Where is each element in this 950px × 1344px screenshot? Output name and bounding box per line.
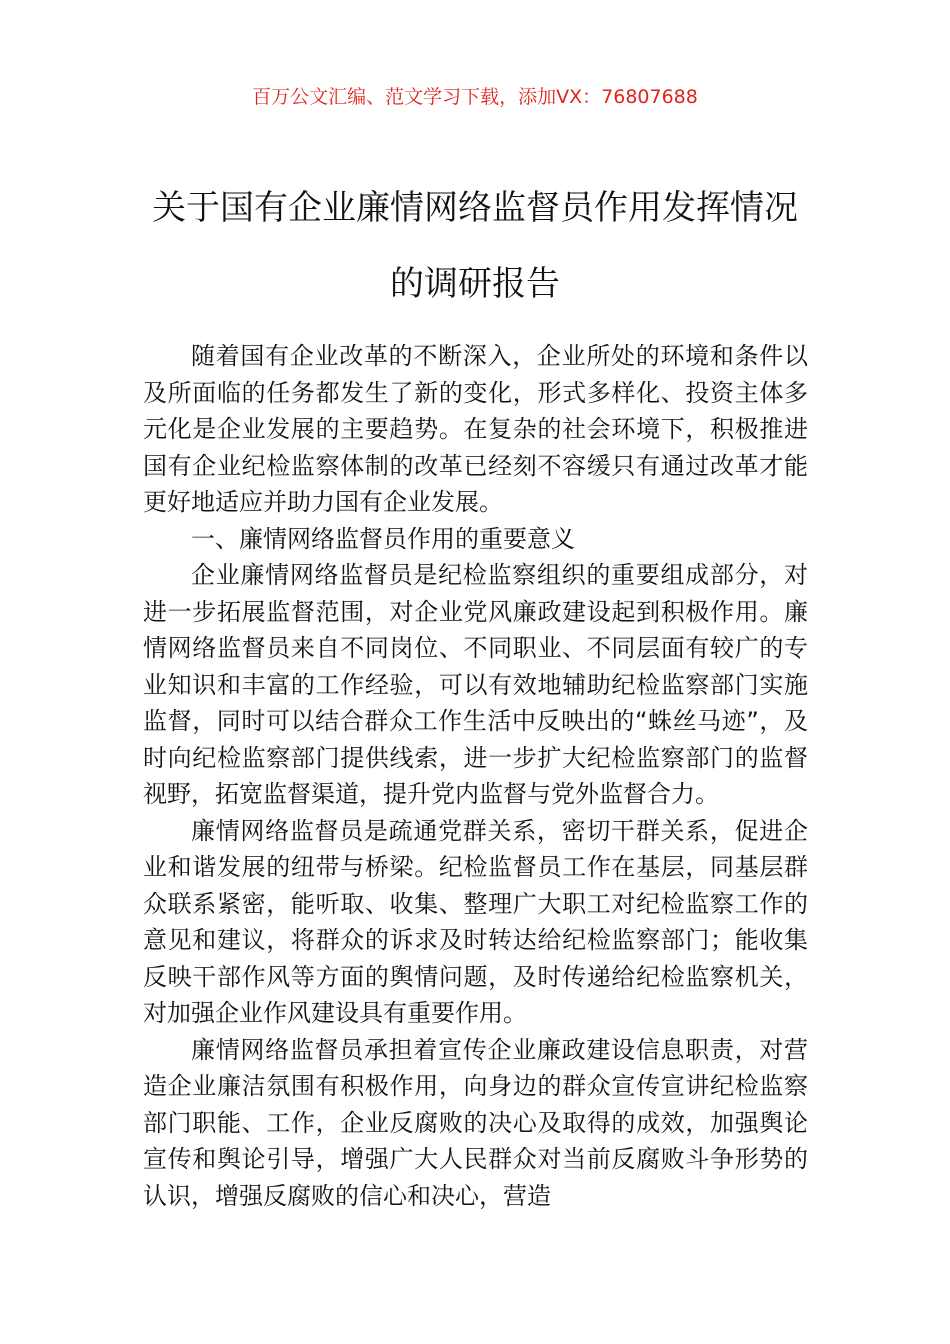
paragraph: 廉情网络监督员承担着宣传企业廉政建设信息职责，对营造企业廉洁氛围有积极作用，向身边的群众宣传宣讲纪检监察部门职能、工作，企业反腐败的决心及取得的成效，加强舆论宣传和舆论引导，增强广大人民群众对当前反腐败斗争形势的认识，增强反腐败的信心和决心，营造 [143,1035,808,1210]
paragraph: 廉情网络监督员是疏通党群关系，密切干群关系，促进企业和谐发展的纽带与桥梁。纪检监督员工作在基层，同基层群众联系紧密，能听取、收集、整理广大职工对纪检监察工作的意见和建议，将群众的诉求及时转达给纪检监察部门；能收集反映干部作风等方面的舆情问题，及时传递给纪检监察机关，对加强企业作风建设具有重要作用。 [143,816,808,1027]
paragraph: 企业廉情网络监督员是纪检监察组织的重要组成部分，对进一步拓展监督范围，对企业党风廉政建设起到积极作用。廉情网络监督员来自不同岗位、不同职业、不同层面有较广的专业知识和丰富的工作经验，可以有效地辅助纪检监察部门实施监督，同时可以结合群众工作生活中反映出的“蛛丝马迹”，及时向纪检监察部门提供线索，进一步扩大纪检监察部门的监督视野，拓宽监督渠道，提升党内监督与党外监督合力。 [143,561,808,808]
paragraph-intro: 随着国有企业改革的不断深入，企业所处的环境和条件以及所面临的任务都发生了新的变化，形式多样化、投资主体多元化是企业发展的主要趋势。在复杂的社会环境下，积极推进国有企业纪检监察体制的改革已经刻不容缓只有通过改革才能更好地适应并助力国有企业发展。 [143,342,808,516]
document-title: 关于国有企业廉情网络监督员作用发挥情况的调研报告 [152,188,798,304]
section-heading-1: 一、廉情网络监督员作用的重要意义 [191,524,575,553]
header-note: 百万公文汇编、范文学习下载，添加VX：76807688 [252,86,698,108]
document-body [143,338,808,1214]
